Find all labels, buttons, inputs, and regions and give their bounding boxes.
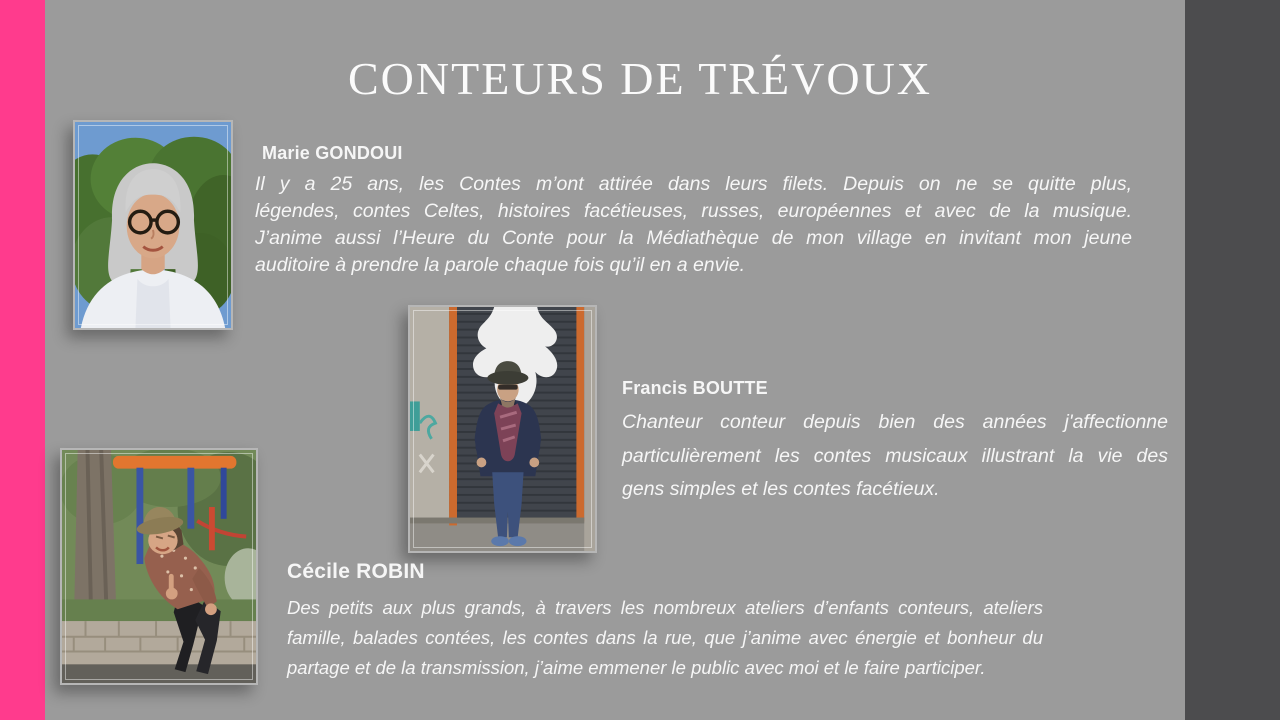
bio-line: partage et de la transmission, j’aime emmener le public avec moi et le faire participer. [287,657,986,678]
cecile-photo [60,448,258,685]
bio-line: Des petits aux plus grands, à travers les nombreux ateliers d’enfants conteurs, ateliers [287,597,1043,618]
slide-title: CONTEURS DE TRÉVOUX [347,53,933,104]
francis-photo [408,305,597,553]
right-accent-stripe [1185,0,1280,720]
bio-line: gens simples et les contes facétieux. [622,478,940,500]
bio-line: Chanteur conteur depuis bien des années j'affectionne [622,411,1168,433]
bio-line: auditoire à prendre la parole chaque fois qu’il en a envie. [255,254,745,276]
marie-photo [73,120,233,330]
cecile-name: Cécile ROBIN [287,560,425,583]
bio-line: particulièrement les contes musicaux illustrant la vie des [622,444,1168,467]
marie-name: Marie GONDOUI [262,143,403,163]
marie-photo-image [75,122,231,328]
bio-line: Il y a 25 ans, les Contes m’ont attirée dans leurs filets. Depuis on ne se quitte plus, [255,173,1132,195]
marie-bio [255,171,1132,279]
bio-line: J’anime aussi l’Heure du Conte pour la Médiathèque de mon village en invitant mon jeune [255,227,1132,249]
bio-line: légendes, contes Celtes, histoires facétieuses, russes, européennes et avec de la musique. [255,200,1132,222]
cecile-bio [287,593,1043,683]
francis-name: Francis BOUTTE [622,378,768,398]
francis-bio [622,406,1168,507]
francis-photo-image [410,307,595,551]
bio-line: famille, balades contées, les contes dans la rue, que j’anime avec énergie et bonheur du [287,627,1043,648]
cecile-photo-image [62,450,256,683]
left-accent-stripe [0,0,45,720]
